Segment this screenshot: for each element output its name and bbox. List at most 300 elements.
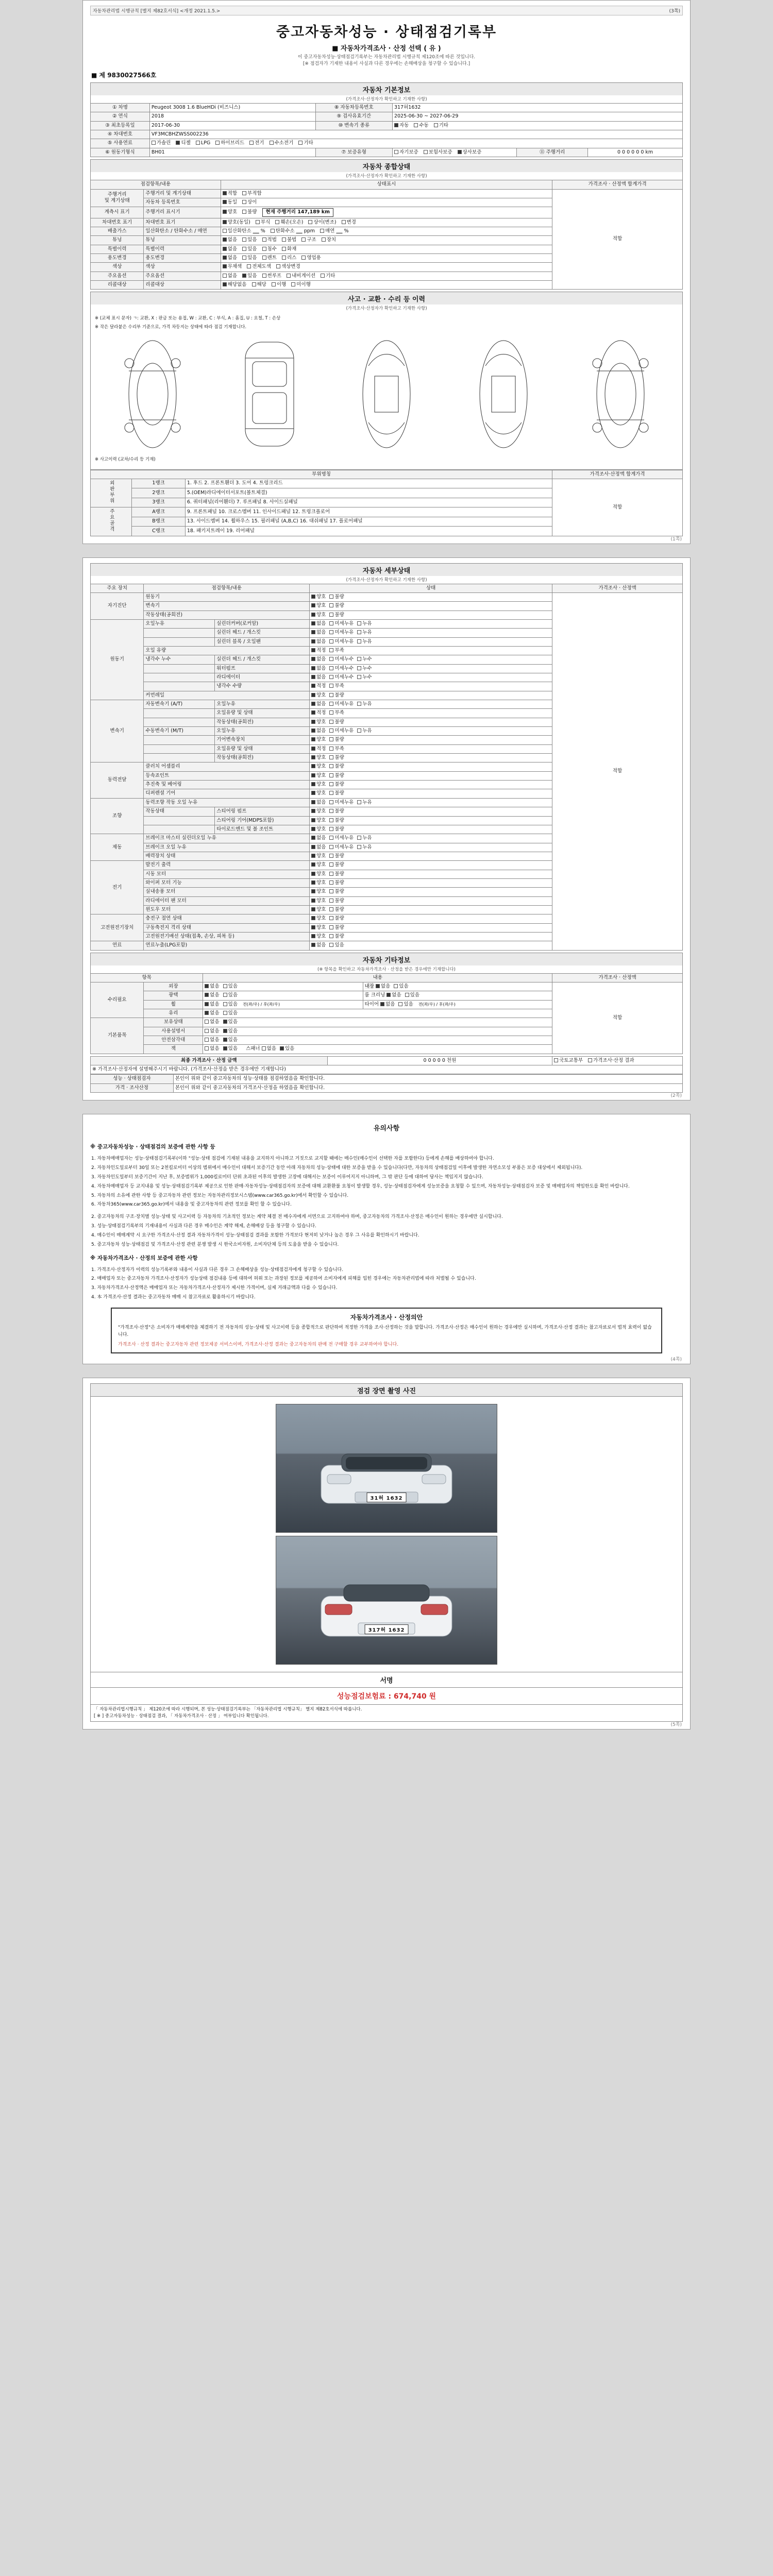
checkbox-icon[interactable] — [357, 675, 361, 679]
table-row — [91, 592, 683, 601]
state-opt[interactable]: 없음 — [205, 1046, 219, 1052]
checkbox-icon[interactable] — [311, 880, 315, 885]
state-opt[interactable] — [311, 666, 326, 672]
state-opt[interactable] — [329, 648, 344, 654]
state-opt[interactable]: 있음 — [242, 273, 257, 279]
detail-label: 원동기 — [144, 592, 310, 601]
state-opt[interactable]: 있음 — [223, 1028, 238, 1035]
checkbox-icon[interactable] — [311, 621, 315, 625]
state-opt[interactable]: 있음 — [223, 1010, 238, 1016]
state-opt[interactable] — [329, 674, 354, 681]
state-opt[interactable] — [329, 898, 344, 904]
checkbox-icon[interactable] — [329, 934, 333, 938]
state-opt[interactable] — [311, 790, 326, 796]
state-opt[interactable]: 변경 — [342, 219, 356, 226]
state-opt[interactable] — [311, 674, 326, 681]
state-opt[interactable]: 없음 — [223, 237, 237, 243]
state-opt[interactable] — [311, 773, 326, 779]
state-opt[interactable]: 없음 — [223, 255, 237, 261]
warranty-opt-insurer[interactable]: 보험사보증 — [424, 149, 452, 156]
state-opt[interactable]: 구조 — [301, 237, 316, 243]
label-vin: ④ 차대번호 — [91, 130, 150, 139]
state-opt[interactable]: 미이행 — [291, 282, 311, 288]
checkbox-icon[interactable] — [329, 773, 333, 777]
fuel-opt-diesel[interactable]: 디젤 — [176, 140, 190, 146]
state-opt[interactable]: 있음 — [223, 1046, 238, 1052]
state-opt[interactable]: 침수 — [262, 246, 277, 252]
state-opt[interactable] — [329, 701, 354, 707]
detail-label: 오일누유 — [144, 619, 215, 628]
state-opt[interactable] — [329, 764, 344, 770]
state-opt[interactable] — [311, 648, 326, 654]
check-opt[interactable]: 국토교통부 — [554, 1058, 583, 1064]
checkbox-icon[interactable] — [311, 720, 315, 724]
checkbox-icon[interactable] — [357, 836, 361, 840]
checkbox-icon[interactable] — [329, 737, 333, 741]
warranty-opt-dealer[interactable]: 상사보증 — [458, 149, 482, 156]
state-opt[interactable] — [329, 666, 354, 672]
checkbox-icon[interactable] — [329, 684, 333, 688]
state-opt[interactable]: 불법 — [282, 237, 296, 243]
state-opt[interactable]: 있음 — [394, 984, 408, 990]
state-opt[interactable]: 기타 — [321, 273, 335, 279]
checkbox-icon[interactable] — [311, 675, 315, 679]
state-opt[interactable]: 적합 — [223, 191, 237, 197]
state-opt[interactable]: 없음 — [205, 1037, 219, 1043]
state-opt-label: 누수 — [362, 674, 372, 680]
state-opt[interactable] — [329, 871, 344, 877]
checkbox-icon[interactable] — [329, 854, 333, 858]
state-opt-label: 없음 — [316, 638, 326, 645]
checkbox-icon[interactable] — [329, 720, 333, 724]
state-opt[interactable] — [329, 719, 344, 725]
state-opt-label: 미세누유 — [334, 799, 354, 805]
checkbox-icon[interactable] — [329, 880, 333, 885]
state-opt[interactable] — [357, 656, 372, 663]
state-opt[interactable] — [311, 862, 326, 868]
state-opt[interactable]: 영업용 — [301, 255, 321, 261]
detail-label: 라디에이터 팬 모터 — [144, 896, 310, 905]
checkbox-icon[interactable] — [357, 728, 361, 733]
state-opt[interactable] — [329, 594, 344, 600]
checkbox-icon[interactable] — [311, 862, 315, 867]
document-number-label: ■ 제 — [91, 72, 106, 79]
state-opt[interactable] — [329, 692, 344, 699]
checkbox-icon[interactable] — [329, 872, 333, 876]
state-opt[interactable] — [329, 800, 354, 806]
state-opt[interactable] — [311, 853, 326, 859]
detail-sublabel: 스티어링 기어(MDPS포함) — [215, 816, 310, 825]
state-opt[interactable]: 적법 — [262, 237, 277, 243]
state-opt[interactable]: 있음 — [242, 246, 257, 252]
fuel-opt-gasoline[interactable]: 가솔린 — [152, 140, 171, 146]
checkbox-icon[interactable] — [329, 666, 333, 670]
state-opt[interactable] — [311, 621, 326, 627]
state-opt[interactable]: 있음 — [242, 237, 257, 243]
state-opt[interactable] — [311, 844, 326, 851]
state-opt[interactable]: 없음 — [205, 992, 219, 998]
state-opt-label: 양호 — [316, 862, 326, 868]
state-opt[interactable]: 없음 — [205, 984, 219, 990]
state-opt[interactable] — [329, 835, 354, 841]
checkbox-icon[interactable] — [329, 728, 333, 733]
state-opt[interactable]: 없음 — [223, 246, 237, 252]
state-opt[interactable] — [329, 790, 344, 796]
checkbox-icon[interactable] — [329, 702, 333, 706]
state-opt[interactable]: 전체도색 — [247, 264, 271, 270]
state-opt[interactable] — [329, 844, 354, 851]
state-opt[interactable]: 있음 — [223, 1002, 238, 1008]
state-opt[interactable]: 리스 — [282, 255, 296, 261]
warranty-opt-self[interactable]: 자기보증 — [394, 149, 418, 156]
detail-state — [310, 736, 552, 744]
state-opt[interactable]: 없음 — [205, 1028, 219, 1035]
state-opt[interactable] — [311, 916, 326, 922]
state-opt[interactable]: 있음 — [223, 992, 238, 998]
state-opt[interactable] — [329, 925, 344, 931]
checkbox-icon[interactable] — [329, 595, 333, 599]
state-opt[interactable] — [311, 880, 326, 886]
checkbox-icon[interactable] — [329, 648, 333, 652]
checkbox-icon[interactable] — [357, 639, 361, 643]
state-opt[interactable] — [311, 835, 326, 841]
state-opt[interactable] — [329, 880, 344, 886]
state-opt[interactable] — [311, 746, 326, 752]
fuel-opt-electric[interactable]: 전기 — [249, 140, 264, 146]
state-opt[interactable] — [311, 808, 326, 815]
checkbox-icon[interactable] — [329, 943, 333, 947]
trans-opt-auto[interactable]: 자동 — [394, 123, 409, 129]
state-opt[interactable]: 부식 — [256, 219, 270, 226]
checkbox-icon[interactable] — [311, 648, 315, 652]
state-opt[interactable]: 있음 — [280, 1046, 294, 1052]
car-diagram-front-left — [114, 335, 191, 453]
state-opt[interactable] — [311, 800, 326, 806]
overall-cat-usage: 용도변경 — [91, 253, 144, 262]
state-opt-label: 양호 — [316, 755, 326, 761]
checkbox-icon[interactable] — [311, 773, 315, 777]
checkbox-icon[interactable] — [329, 630, 333, 634]
detail-state — [310, 861, 552, 870]
state-opt[interactable] — [311, 719, 326, 725]
state-opt[interactable] — [329, 737, 344, 743]
checkbox-icon[interactable] — [329, 639, 333, 643]
checkbox-icon[interactable] — [329, 675, 333, 679]
checkbox-icon[interactable] — [329, 862, 333, 867]
state-opt[interactable] — [329, 773, 344, 779]
detail-state — [310, 602, 552, 611]
checkbox-icon[interactable] — [329, 657, 333, 661]
detail-state — [310, 834, 552, 843]
state-opt[interactable] — [311, 826, 326, 833]
state-opt[interactable] — [311, 603, 326, 609]
state-opt[interactable]: 내비게이션 — [287, 273, 315, 279]
state-opt-label: 불량 — [334, 692, 344, 698]
checkbox-icon[interactable] — [357, 630, 361, 634]
state-opt[interactable] — [357, 666, 372, 672]
state-opt[interactable] — [357, 844, 372, 851]
checkbox-icon[interactable] — [329, 845, 333, 849]
state-opt[interactable]: 없음 — [223, 273, 237, 279]
state-opt[interactable] — [311, 737, 326, 743]
value-plate: 317허1632 — [392, 104, 682, 112]
state-opt[interactable] — [311, 764, 326, 770]
state-opt[interactable]: 없음 — [205, 1010, 219, 1016]
checkbox-icon[interactable] — [357, 702, 361, 706]
state-opt[interactable] — [311, 656, 326, 663]
table-row — [91, 1083, 683, 1092]
checkbox-icon[interactable] — [357, 845, 361, 849]
state-opt[interactable]: 없음 — [376, 984, 390, 990]
checkbox-icon[interactable] — [329, 747, 333, 751]
checkbox-icon[interactable] — [329, 827, 333, 831]
state-opt[interactable]: 없음 — [262, 1046, 276, 1052]
checkbox-icon[interactable] — [311, 809, 315, 813]
checkbox-icon[interactable] — [329, 621, 333, 625]
checkbox-icon[interactable] — [329, 925, 333, 929]
detail-sublabel: 오일누유 — [215, 700, 310, 709]
checkbox-icon[interactable] — [311, 630, 315, 634]
state-opt[interactable]: 화재 — [282, 246, 296, 252]
checkbox-icon[interactable] — [311, 800, 315, 804]
state-opt[interactable] — [311, 630, 326, 636]
state-opt[interactable] — [329, 728, 354, 734]
state-opt[interactable] — [311, 692, 326, 699]
state-opt[interactable] — [311, 889, 326, 895]
checkbox-icon[interactable] — [311, 925, 315, 929]
state-opt[interactable] — [329, 907, 344, 913]
checkbox-icon[interactable] — [311, 657, 315, 661]
state-opt[interactable] — [357, 639, 372, 645]
fuel-opt-hybrid[interactable]: 하이브리드 — [215, 140, 244, 146]
state-opt-label: 불량 — [334, 916, 344, 922]
state-opt[interactable] — [311, 594, 326, 600]
checkbox-icon[interactable] — [311, 595, 315, 599]
state-opt[interactable]: 동일 — [223, 199, 237, 206]
state-opt[interactable]: 없음 — [205, 1002, 219, 1008]
state-opt[interactable] — [357, 800, 372, 806]
section-detail-note: (가격조사·산정자가 확인하고 기재한 사항) — [90, 576, 683, 584]
section-overall-note: (가격조사·산정자가 확인하고 기재한 사항) — [90, 172, 683, 180]
state-opt[interactable] — [329, 862, 344, 868]
checkbox-icon[interactable] — [311, 728, 315, 733]
state-opt[interactable] — [311, 818, 326, 824]
checkbox-icon[interactable] — [311, 764, 315, 768]
checkbox-icon[interactable] — [311, 684, 315, 688]
checkbox-icon[interactable] — [329, 764, 333, 768]
state-opt[interactable] — [329, 818, 344, 824]
state-opt-label: 누유 — [362, 701, 372, 707]
state-opt[interactable] — [311, 907, 326, 913]
state-opt[interactable] — [311, 612, 326, 618]
state-opt[interactable]: 상이(변조) — [308, 219, 336, 226]
state-opt[interactable]: 있음 — [398, 1002, 413, 1008]
checkbox-icon[interactable] — [329, 693, 333, 697]
state-opt[interactable] — [311, 639, 326, 645]
state-opt[interactable] — [329, 639, 354, 645]
state-opt[interactable]: 색상변경 — [276, 264, 300, 270]
other-state-manual — [203, 1027, 552, 1036]
fuel-opt-hydrogen[interactable]: 수소전기 — [270, 140, 294, 146]
state-opt-label: 불량 — [334, 594, 344, 600]
notice-title: 유의사항 — [373, 1125, 400, 1133]
checkbox-icon[interactable] — [311, 791, 315, 795]
state-opt[interactable]: 상이 — [242, 199, 257, 206]
checkbox-icon[interactable] — [311, 845, 315, 849]
checkbox-icon[interactable] — [329, 782, 333, 786]
emission-hc[interactable]: 탄화수소 ppm — [271, 228, 315, 234]
checkbox-icon[interactable] — [311, 872, 315, 876]
state-opt[interactable]: 있음 — [223, 1019, 238, 1025]
state-opt[interactable]: 이행 — [272, 282, 286, 288]
detail-group-6: 전기 — [91, 861, 144, 914]
state-opt[interactable]: 훼손(오손) — [275, 219, 303, 226]
checkbox-icon[interactable] — [329, 800, 333, 804]
checkbox-icon[interactable] — [357, 621, 361, 625]
detail-state — [310, 611, 552, 619]
state-opt[interactable]: 양호(동일) — [223, 219, 250, 226]
state-opt[interactable] — [311, 898, 326, 904]
checkbox-icon[interactable] — [311, 899, 315, 903]
state-opt[interactable]: 썬루프 — [262, 273, 282, 279]
checkbox-icon[interactable] — [329, 836, 333, 840]
checkbox-icon[interactable] — [357, 666, 361, 670]
state-opt[interactable] — [329, 934, 344, 940]
checkbox-icon[interactable] — [311, 907, 315, 911]
state-opt[interactable]: 부적합 — [242, 191, 262, 197]
state-opt[interactable] — [311, 755, 326, 761]
state-opt[interactable] — [329, 630, 354, 636]
state-opt[interactable] — [311, 934, 326, 940]
state-opt[interactable] — [329, 826, 344, 833]
state-opt[interactable] — [311, 871, 326, 877]
state-opt-label: 불량 — [334, 772, 344, 778]
state-opt[interactable] — [311, 710, 326, 716]
checkbox-icon[interactable] — [311, 666, 315, 670]
state-opt[interactable]: 없음 — [205, 1019, 219, 1025]
checkbox-icon[interactable] — [329, 899, 333, 903]
state-opt[interactable]: 없음 — [380, 1002, 395, 1008]
checkbox-icon[interactable] — [311, 934, 315, 938]
state-opt[interactable] — [311, 701, 326, 707]
checkbox-icon[interactable] — [311, 916, 315, 920]
state-opt-label: 없음 — [316, 835, 326, 841]
state-opt[interactable] — [329, 683, 344, 689]
checkbox-icon[interactable] — [311, 613, 315, 617]
state-opt[interactable] — [311, 683, 326, 689]
checkbox-icon[interactable] — [311, 737, 315, 741]
state-opt[interactable]: 있음 — [405, 992, 419, 998]
legend-items-a: 9. 프론트패널 10. 크로스멤버 11. 인사이드패널 12. 트렁크플로어 — [185, 507, 552, 517]
state-opt[interactable] — [311, 728, 326, 734]
checkbox-icon[interactable] — [357, 657, 361, 661]
state-opt[interactable] — [329, 942, 344, 948]
checkbox-icon[interactable] — [329, 916, 333, 920]
checkbox-icon[interactable] — [329, 818, 333, 822]
state-opt[interactable] — [329, 621, 354, 627]
checkbox-icon[interactable] — [311, 854, 315, 858]
state-opt[interactable]: 무채색 — [223, 264, 242, 270]
detail-label: 작동상태(공회전) — [144, 611, 310, 619]
state-opt[interactable] — [329, 746, 344, 752]
state-opt[interactable] — [357, 674, 372, 681]
emission-co[interactable]: 일산화탄소 % — [223, 228, 265, 234]
state-opt[interactable]: 양호 — [223, 209, 237, 215]
state-opt[interactable] — [357, 621, 372, 627]
checkbox-icon[interactable] — [311, 702, 315, 706]
state-opt[interactable] — [329, 612, 344, 618]
checkbox-icon[interactable] — [311, 827, 315, 831]
state-opt[interactable] — [329, 889, 344, 895]
checkbox-icon[interactable] — [311, 755, 315, 759]
checkbox-icon[interactable] — [311, 603, 315, 607]
checkbox-icon[interactable] — [329, 889, 333, 893]
state-opt[interactable] — [357, 701, 372, 707]
state-opt[interactable] — [357, 630, 372, 636]
state-opt[interactable] — [311, 925, 326, 931]
checkbox-icon[interactable] — [311, 818, 315, 822]
section-basic-note: (가격조사·산정자가 확인하고 기재한 사항) — [90, 95, 683, 103]
state-opt[interactable]: 있음 — [223, 1037, 238, 1043]
checkbox-icon[interactable] — [311, 782, 315, 786]
state-opt[interactable] — [357, 728, 372, 734]
state-opt[interactable] — [329, 755, 344, 761]
checkbox-icon[interactable] — [311, 836, 315, 840]
state-opt[interactable] — [329, 808, 344, 815]
checkbox-icon[interactable] — [329, 907, 333, 911]
checkbox-icon[interactable] — [311, 747, 315, 751]
trans-opt-manual[interactable]: 수동 — [414, 123, 428, 129]
checkbox-icon[interactable] — [329, 710, 333, 715]
checkbox-icon[interactable] — [329, 791, 333, 795]
state-opt[interactable] — [329, 853, 344, 859]
emission-smoke[interactable]: 매연 % — [320, 228, 349, 234]
state-opt[interactable]: 있음 — [242, 255, 257, 261]
state-opt[interactable] — [329, 656, 354, 663]
checkbox-icon[interactable] — [311, 889, 315, 893]
detail-state — [310, 816, 552, 825]
state-opt[interactable]: 렌트 — [262, 255, 277, 261]
trans-opt-other[interactable]: 기타 — [434, 123, 448, 129]
state-opt[interactable] — [329, 710, 344, 716]
checkbox-icon[interactable] — [357, 800, 361, 804]
detail-state — [310, 673, 552, 682]
state-opt[interactable]: 있음 — [223, 984, 238, 990]
state-opt[interactable]: 해당 — [252, 282, 266, 288]
state-opt[interactable] — [329, 603, 344, 609]
state-opt[interactable]: 장치 — [322, 237, 336, 243]
checkbox-icon[interactable] — [329, 613, 333, 617]
checkbox-icon[interactable] — [311, 710, 315, 715]
checkbox-icon[interactable] — [311, 639, 315, 643]
check-opt[interactable]: 가격조사·산정 결과 — [588, 1058, 634, 1064]
state-opt[interactable]: 불량 — [242, 209, 257, 215]
state-opt[interactable]: 해당없음 — [223, 282, 247, 288]
state-opt[interactable] — [357, 835, 372, 841]
state-opt[interactable]: 없음 — [386, 992, 401, 998]
state-opt[interactable] — [329, 782, 344, 788]
checkbox-icon[interactable] — [329, 755, 333, 759]
fuel-opt-other[interactable]: 기타 — [298, 140, 313, 146]
state-opt[interactable] — [311, 782, 326, 788]
checkbox-icon[interactable] — [311, 943, 315, 947]
checkbox-icon[interactable] — [311, 693, 315, 697]
checkbox-icon[interactable] — [329, 809, 333, 813]
state-opt[interactable] — [329, 916, 344, 922]
fuel-opt-lpg[interactable]: LPG — [196, 140, 210, 146]
state-opt[interactable] — [311, 942, 326, 948]
checkbox-icon[interactable] — [329, 603, 333, 607]
